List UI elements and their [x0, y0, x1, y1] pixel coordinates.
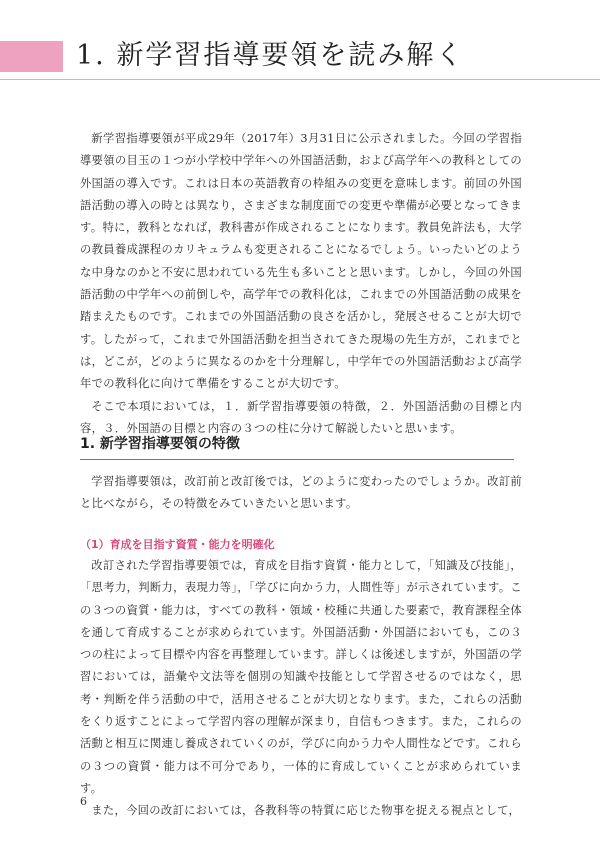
subsection-heading: （1）育成を目指す資質・能力を明確化	[80, 538, 275, 551]
subsection-paragraph: また，今回の改訂においては，各教科等の特質に応じた物事を捉える視点として，	[91, 804, 521, 818]
intro-text	[80, 128, 522, 440]
subsection-text	[80, 555, 522, 823]
intro-paragraph: 新学習指導要領が平成29年（2017年）3月31日に公示されました。今回の学習指導要領の目玉の１つが小学校中学年への外国語活動，および高学年への教科としての外国語の導入です。これは日本の英語教育の枠組みの変更を意味します。前回の外国語活動の導入の時とは異なり，さまざまな制度面での変更や準備が必要となってきます。特に，教科となれば，教科書が作成されることになります。教員免許法も，大学の教員養成課程のカリキュラムも変更されることになるでしょう。いったいどのような中身なのかと不安に思われている先生も多いことと思います。しかし，今回の外国語活動の中学年への前倒しや，高学年での教科化は，これまでの外国語活動の成果を踏まえたものです。これまでの外国語活動の良さを活かし，発展させることが大切です。したがって，これまで外国語活動を担当されてきた現場の先生方が，これまでとは，どこが，どのように異なるのかを十分理解し，中学年での外国語活動および高学年での教科化に向けて準備をすることが大切です。	[80, 132, 522, 391]
title-divider	[0, 79, 600, 80]
section-paragraph: 学習指導要領は，改訂前と改訂後では，どのように変わったのでしょうか。改訂前と比べながら，その特徴をみていきたいと思います。	[80, 475, 522, 511]
subsection-paragraph: 改訂された学習指導要領では，育成を目指す資質・能力として，「知識及び技能」，「思考力，判断力，表現力等」，「学びに向かう力，人間性等」が示されています。この３つの資質・能力は，すべての教科・領域・校種に共通した要素で，教育課程全体を通して育成することが求められています。外国語活動・外国語においても，この３つの柱によって目標や内容を再整理しています。詳しくは後述しますが，外国語の学習においては，語彙や文法等を個別の知識や技能として学習させるのではなく，思考・判断を伴う活動の中で，活用させることが大切となります。また，これらの活動をくり返すことによって学習内容の理解が深まり，自信もつきます。また，これらの活動と相互に関連し養成されていくのが，学びに向かう力や人間性などです。これらの３つの資質・能力は不可分であり，一体的に育成していくことが求められています。	[80, 559, 522, 795]
intro-paragraph: そこで本項においては，１．新学習指導要領の特徴，２．外国語活動の目標と内容，３．外国語の目標と内容の３つの柱に分けて解説したいと思います。	[80, 399, 522, 435]
page-title: 1. 新学習指導要領を読み解く	[76, 40, 465, 71]
page-number: 6	[80, 795, 87, 808]
section-heading: 1. 新学習指導要領の特徴	[80, 434, 514, 460]
chapter-tab-marker	[0, 41, 63, 72]
section-text	[80, 471, 522, 516]
